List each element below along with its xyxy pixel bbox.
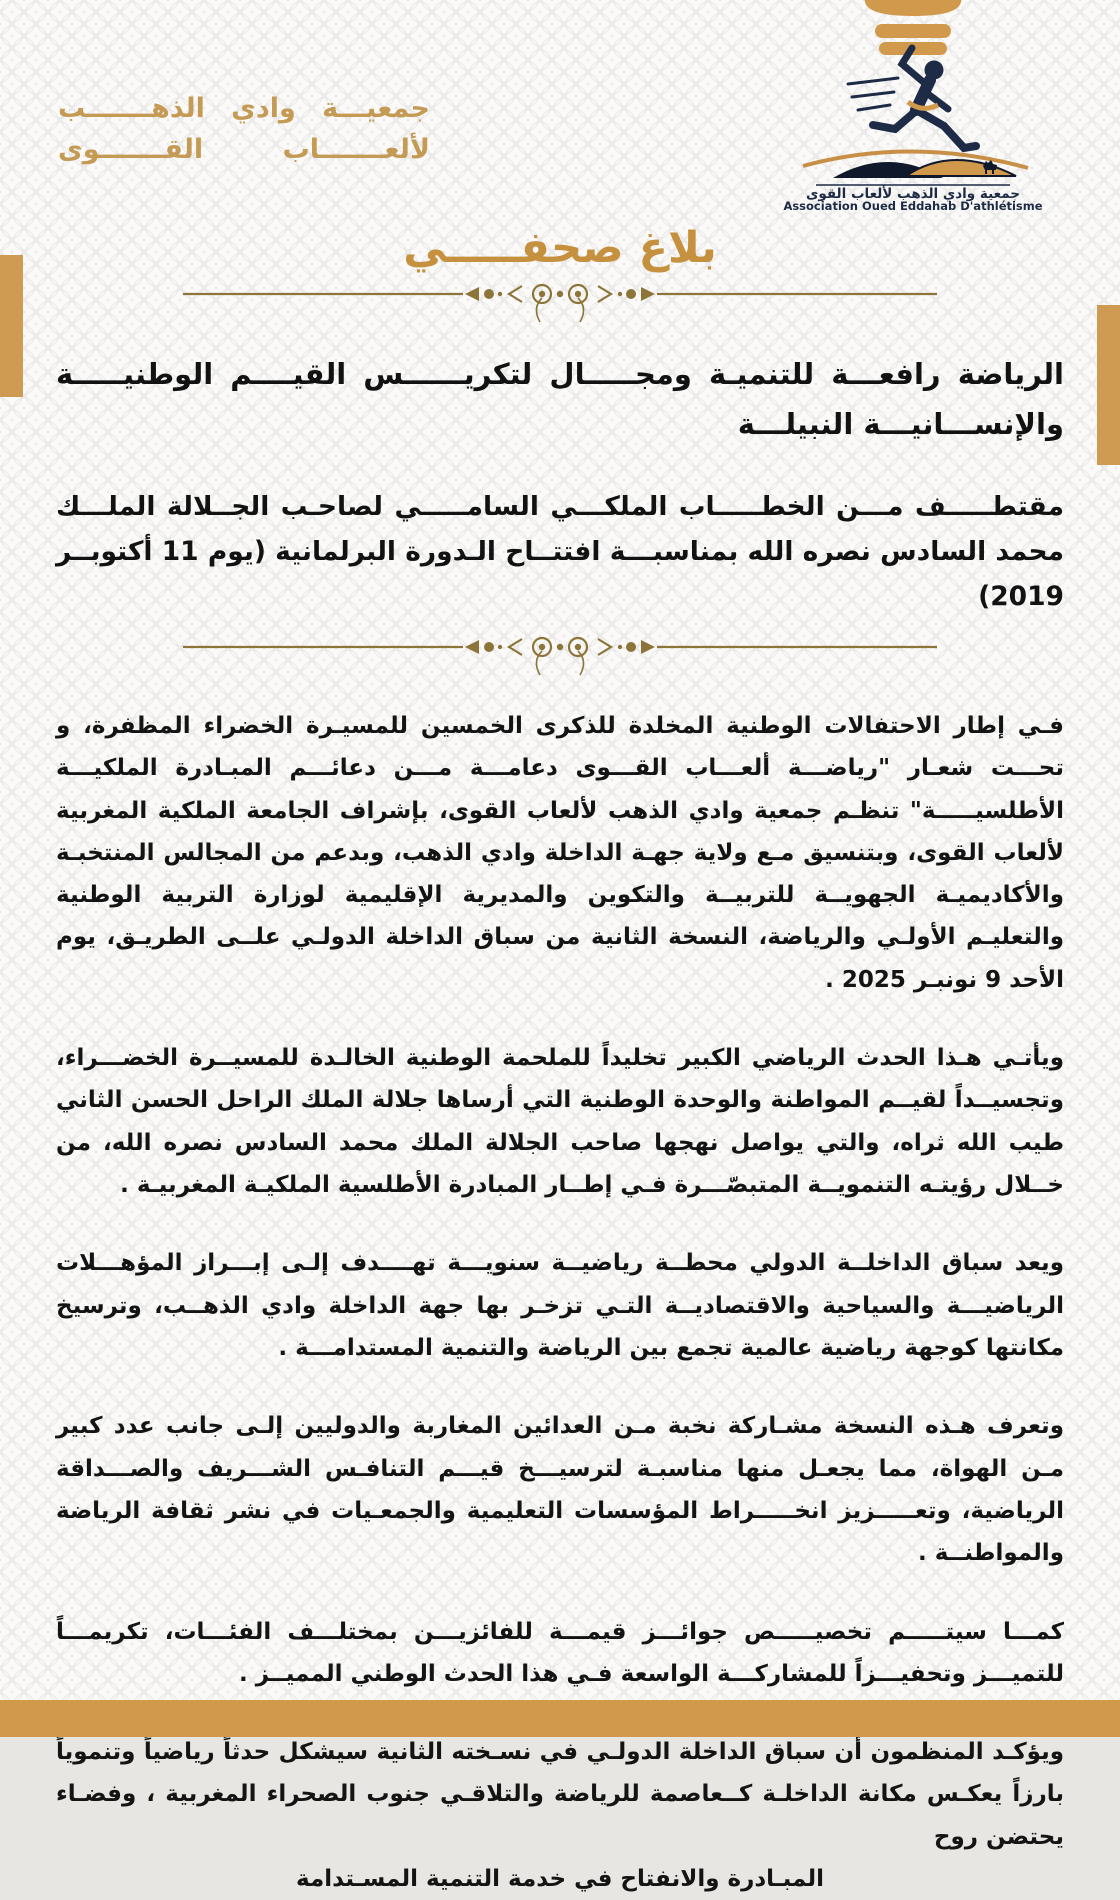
subheadline-line-2: محمد السادس نصره الله بمناسبـــة افتتــاح الـدورة البرلمانية (يوم 11 أكتوبــر 2019) <box>56 535 1065 612</box>
runner-head <box>925 61 944 80</box>
logo-graphic <box>778 0 1048 212</box>
paragraph-2: ويأتـي هـذا الحدث الرياضي الكبير تخليداً للملحمة الوطنية الخالـدة للمسيــرة الخضـــراء، وتجسيــداً لقيــم المواطنة والوحدة الوطنية التي أرساها جلالة الملك الراحل الحسن الثاني طيب الله ثراه، والتي يواصل نهجها صاحب الجلالة الملك محمد السادس نصره الله، من خــلال رؤيتـه التنمويــة المتبصّـــرة فـي إطــار المبادرة الأطلسية الملكيـة المغربيـة . <box>56 1045 1064 1199</box>
paragraph-3: ويعد سباق الداخلــة الدولي محطــة رياضيــة سنويـــة تهــــدف إلـى إبـــراز المؤهـــلات الرياضيـــة والسياحية والاقتصاديــة التـي تزخـر بها جهة الداخلة وادي الذهــب، وترسيخ مكانتها كوجهة رياضية عالمية تجمع بين الرياضة والتنمية المستدامـــة . <box>56 1250 1064 1361</box>
header <box>0 0 1120 214</box>
logo-french-name: Association Oued Eddahab D'athlétisme <box>783 199 1043 213</box>
headline-line-1: الرياضة رافعـــة للتنميـة ومجـــــال لتكريــــــس القيــــم الوطنيـــــة <box>56 357 1064 391</box>
headline-line-2: والإنســـانيـــة النبيلـــة <box>737 406 1064 441</box>
subheadline-line-1: مقتطـــــف مـــن الخطـــــاب الملكـــي السامـــــي لصاحـب الجــلالة الملـــك <box>56 490 1064 522</box>
closing-paragraph-text: ويؤكـد المنظمون أن سباق الداخلة الدولـي في نسـخته الثانية سيشكل حدثاً رياضياً وتنموياً بارزاً يعكـس مكانة الداخلـة كــعاصمة للرياضة والتلاقـي جنوب الصحراء المغربية ، وفضـاء يحتضن روح <box>56 1739 1064 1850</box>
document-content <box>0 222 1120 1900</box>
right-accent-bar <box>1097 305 1120 465</box>
divider-ornament-icon <box>175 633 945 679</box>
left-accent-bar <box>0 255 23 397</box>
paragraph-5: كمـــا سيتـــــم تخصيـــــص جوائـــز قيمـــة للفائزيـــن بمختلـــف الفئـــات، تكريمـــاً للتميـــز وتحفيـــزاً للمشاركـــة الواسعة فـي هذا الحدث الوطني المميــز . <box>56 1618 1064 1687</box>
logo-arabic-name: جمعية وادي الذهب لألعاب القوى <box>806 186 1020 202</box>
subheadline <box>56 484 1064 619</box>
paragraph-1: فـي إطار الاحتفالات الوطنية المخلدة للذكرى الخمسين للمسيـرة الخضراء المظفرة، و تحـــت شعـار "رياضـــة ألعـــاب القـــوى دعامـــة مـــن دعائـــم المبـادرة الملكيـــة الأطلسيـــــة" تنظـم جمعية وادي الذهب لألعاب القوى، بإشراف الجامعة الملكية المغربية لألعاب القوى، وبتنسيق مـع ولاية جهـة الداخلة وادي الذهب، وبدعم من المجالس المنتخبـة والأكاديميـة الجهويــة للتربيــة والتكوين والمديرية الإقليمية لوزارة التربية الوطنية والتعليـم الأولـي والرياضة، النسخة الثانية من سباق الداخلة الدولـي علــى الطريـق، يوم الأحد 9 نونبـر 2025 . <box>56 712 1064 993</box>
closing-centered-line: المبـادرة والانفتاح في خدمة التنمية المسـتدامة <box>296 1866 824 1893</box>
bottom-accent-bar <box>0 1700 1120 1737</box>
org-name-line-2: لألعـــــــاب القـــــــوى <box>58 134 430 165</box>
runner-icon <box>848 48 976 148</box>
paragraph-4: وتعرف هـذه النسخة مشـاركة نخبة مـن العدائين المغاربة والدوليين إلـى جانب عدد كبير مـن الهواة، مما يجعـل منها مناسبـة لترسيـــخ قيـــم التنافـس الشـــريف والصـــداقة الرياضية، وتعـــــزيز انخـــــراط المؤسسات التعليمية والجمعـيات في نشر ثقافة الرياضة والمواطنــة . <box>56 1413 1064 1567</box>
dunes-icon <box>803 151 1028 178</box>
org-name-line-1: جمعيـــة وادي الذهـــــــب <box>58 93 430 124</box>
press-release-title: بلاغ صحفـــــي <box>403 223 717 273</box>
headline <box>56 350 1064 450</box>
divider-ornament-icon <box>175 280 945 326</box>
org-name <box>58 88 430 170</box>
closing-paragraph <box>56 1731 1064 1900</box>
association-logo <box>778 0 1048 212</box>
